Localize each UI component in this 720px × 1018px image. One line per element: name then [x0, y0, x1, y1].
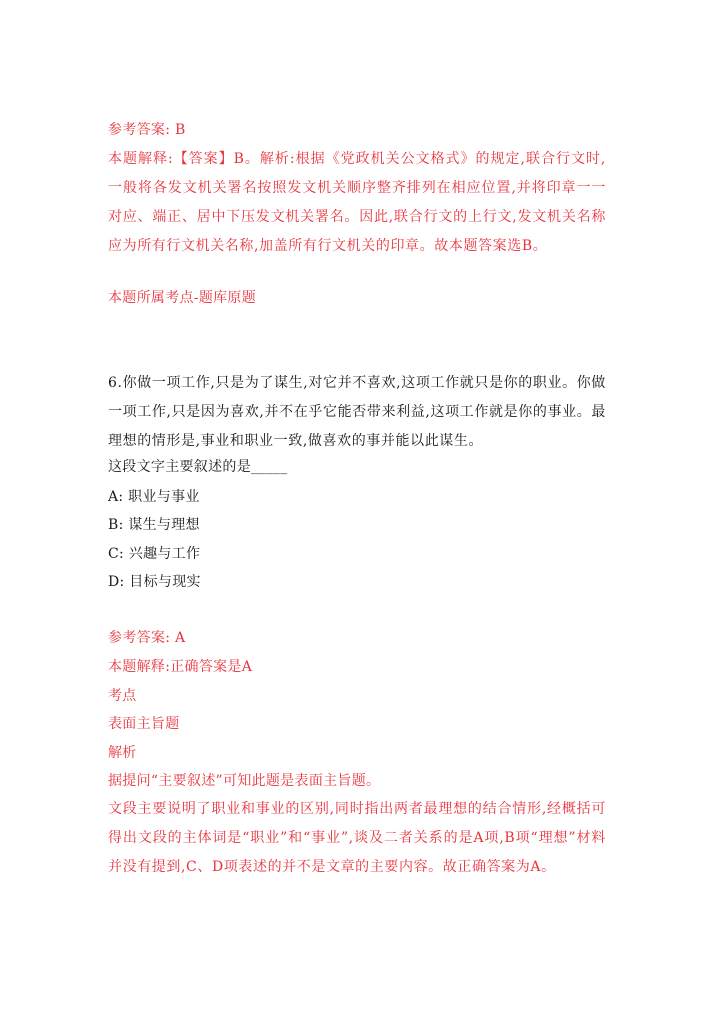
option-c: C: 兴趣与工作 — [108, 546, 201, 562]
question-stem: 6.你做一项工作,只是为了谋生,对它并不喜欢,这项工作就只是你的职业。你做一项工作,只是因为喜欢,并不在乎它能否带来利益,这项工作就是你的事业。最理想的情形是,事业和职业一致,做喜欢的事并能以此谋生。 — [108, 375, 606, 449]
answer-explanation-label: 本题解释:正确答案是A — [108, 659, 253, 675]
kaodian-value: 表面主旨题 — [108, 716, 180, 732]
option-d: D: 目标与现实 — [108, 574, 201, 590]
jiexi-heading: 解析 — [108, 745, 137, 761]
prev-explanation: 本题解释:【答案】B。解析:根据《党政机关公文格式》的规定,联合行文时,一般将各发文机关署名按照发文机关顺序整齐排列在相应位置,并将印章一一对应、端正、居中下压发文机关署名。因此,联合行文的上行文,发文机关名称应为所有行文机关名称,加盖所有行文机关的印章。故本题答案选B。 — [108, 151, 606, 254]
kaodian-heading: 考点 — [108, 688, 137, 704]
jiexi-line-1: 据提问“主要叙述”可知此题是表面主旨题。 — [108, 773, 381, 789]
prev-knowledge-point: 本题所属考点-题库原题 — [108, 290, 257, 306]
answer-label: 参考答案: A — [108, 630, 186, 646]
option-a: A: 职业与事业 — [108, 489, 200, 505]
option-b: B: 谋生与理想 — [108, 517, 200, 533]
prev-answer-label: 参考答案: B — [108, 122, 186, 138]
question-prompt: 这段文字主要叙述的是_____ — [108, 459, 288, 475]
jiexi-paragraph: 文段主要说明了职业和事业的区别,同时指出两者最理想的结合情形,经概括可得出文段的主体词是“职业”和“事业”,谈及二者关系的是A项,B项“理想”材料并没有提到,C、D项表述的并不是文章的主要内容。故正确答案为A。 — [108, 801, 606, 875]
